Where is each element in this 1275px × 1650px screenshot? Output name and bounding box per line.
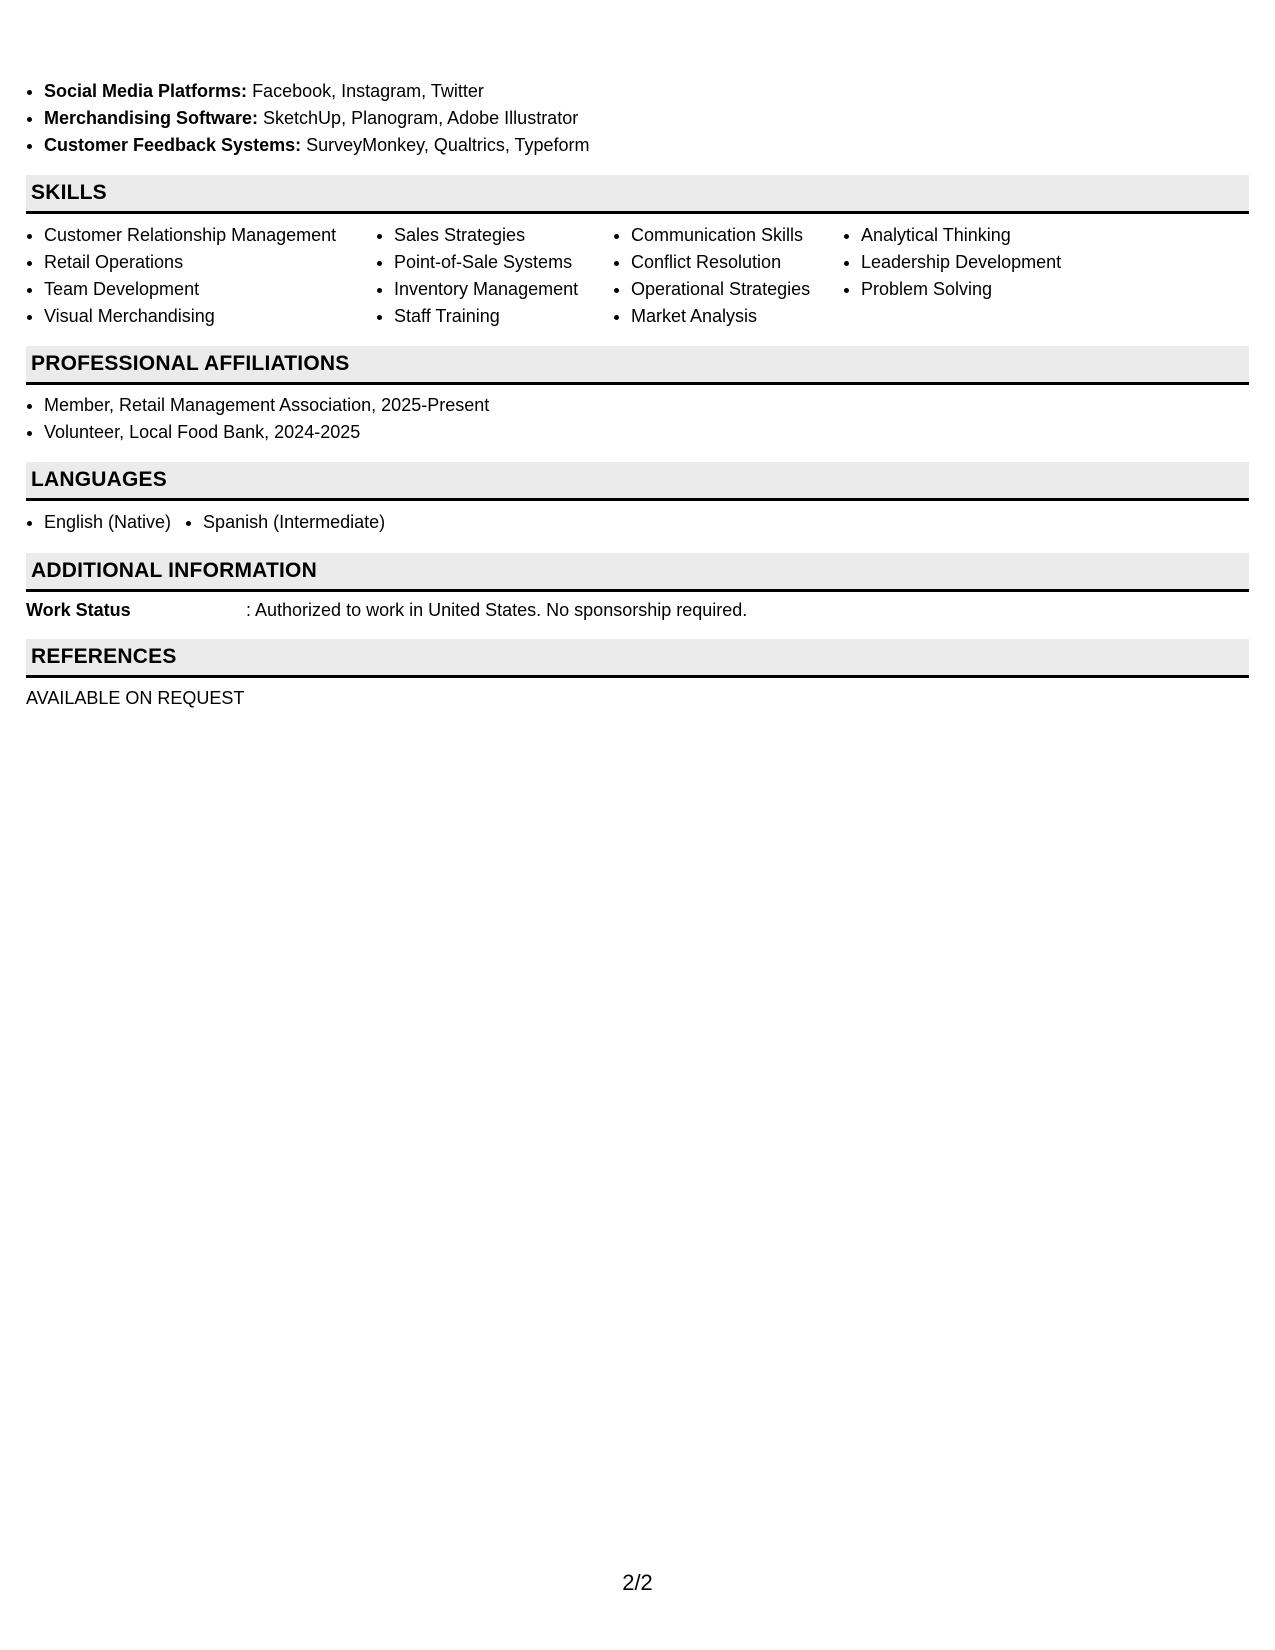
skill-item: • Inventory Management	[394, 276, 613, 303]
skills-title: SKILLS	[31, 181, 107, 204]
skills-column	[376, 222, 613, 330]
affiliation-item: • Volunteer, Local Food Bank, 2024-2025	[44, 419, 489, 446]
work-status-value: : Authorized to work in United States. No sponsorship required.	[246, 600, 748, 620]
additional-title: ADDITIONAL INFORMATION	[31, 559, 317, 582]
tools-item-value: SurveyMonkey, Qualtrics, Typeform	[301, 135, 590, 155]
references-title: REFERENCES	[31, 645, 177, 668]
tools-item	[44, 132, 590, 159]
skill-item: • Conflict Resolution	[631, 249, 843, 276]
skill-item: • Visual Merchandising	[44, 303, 376, 330]
languages-header	[26, 462, 1249, 501]
skill-item: • Communication Skills	[631, 222, 843, 249]
skills-header	[26, 175, 1249, 214]
affiliation-item: • Member, Retail Management Association, 2025-Present	[44, 392, 489, 419]
work-status-row	[26, 597, 747, 624]
tools-item-label: Social Media Platforms:	[44, 81, 248, 101]
additional-header	[26, 553, 1249, 592]
skill-item: • Problem Solving	[861, 276, 1121, 303]
languages-title: LANGUAGES	[31, 468, 167, 491]
references-text: AVAILABLE ON REQUEST	[26, 688, 245, 708]
references-header	[26, 639, 1249, 678]
skill-item: • Retail Operations	[44, 249, 376, 276]
skills-column	[613, 222, 843, 330]
skill-item: • Sales Strategies	[394, 222, 613, 249]
language-item: • Spanish (Intermediate)	[203, 509, 385, 536]
tools-item-label: Merchandising Software:	[44, 108, 259, 128]
skills-column	[26, 222, 376, 330]
skills-grid	[26, 222, 1121, 330]
affiliations-header	[26, 346, 1249, 385]
resume-page	[26, 0, 1249, 1650]
skill-item: • Team Development	[44, 276, 376, 303]
affiliations-list	[26, 392, 489, 446]
skill-item: • Leadership Development	[861, 249, 1121, 276]
tools-item	[44, 78, 590, 105]
skills-column	[843, 222, 1121, 330]
tools-item-value: SketchUp, Planogram, Adobe Illustrator	[258, 108, 579, 128]
skill-item: • Operational Strategies	[631, 276, 843, 303]
work-status-label: Work Status	[26, 600, 131, 620]
affiliations-title: PROFESSIONAL AFFILIATIONS	[31, 352, 350, 375]
tools-item-label: Customer Feedback Systems:	[44, 135, 302, 155]
skill-item: • Market Analysis	[631, 303, 843, 330]
tools-item-value: Facebook, Instagram, Twitter	[247, 81, 484, 101]
skill-item: • Staff Training	[394, 303, 613, 330]
languages-list	[26, 509, 427, 536]
language-item: • English (Native)	[44, 509, 171, 536]
page-number: 2/2	[622, 1570, 653, 1595]
skill-item: • Analytical Thinking	[861, 222, 1121, 249]
skill-item: • Point-of-Sale Systems	[394, 249, 613, 276]
tools-list	[26, 78, 590, 159]
tools-item	[44, 105, 590, 132]
skill-item: • Customer Relationship Management	[44, 222, 376, 249]
